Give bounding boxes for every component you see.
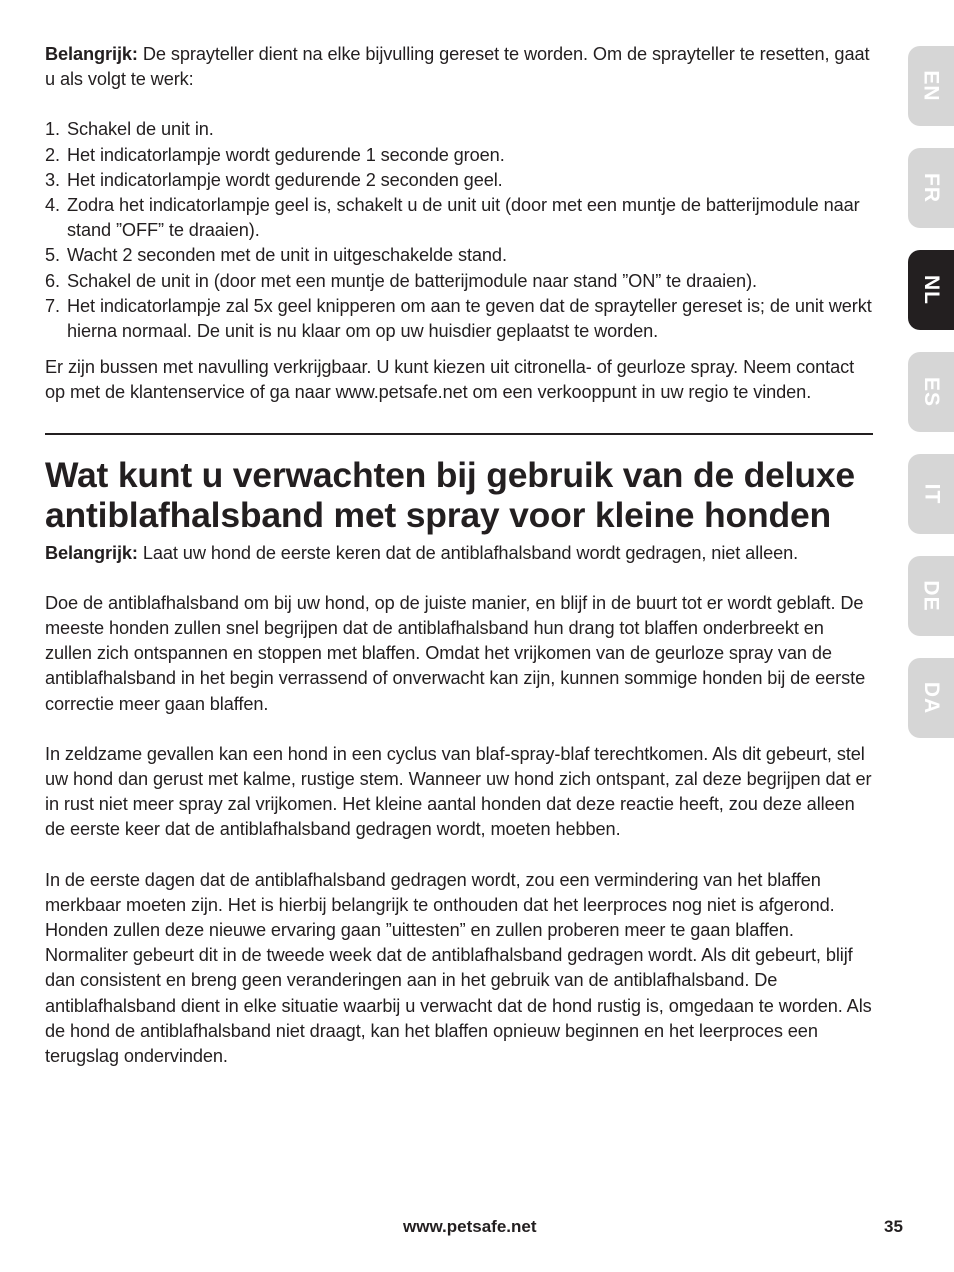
step-text: Het indicatorlampje wordt gedurende 1 seconde groen. bbox=[67, 144, 505, 165]
footer-url[interactable]: www.petsafe.net bbox=[403, 1217, 537, 1236]
tab-label: FR bbox=[920, 173, 943, 203]
list-item bbox=[45, 117, 873, 142]
section-divider bbox=[45, 433, 873, 435]
tab-label: DA bbox=[920, 681, 943, 715]
list-item bbox=[45, 143, 873, 168]
tab-de[interactable] bbox=[908, 556, 954, 636]
list-item bbox=[45, 269, 873, 294]
body-paragraph: In zeldzame gevallen kan een hond in een cyclus van blaf-spray-blaf terechtkomen. Als dit gebeurt, stel uw hond dan gerust met kalme, rustige stem. Wanneer uw hond zich ontspant, zal deze begrijpen dat er in rust niet meer spray zal vrijkomen. Het kleine aantal honden dat deze reactie heeft, zou deze alleen de eerste keer dat de antiblafhalsband gedragen wordt, moeten hebben. bbox=[45, 743, 872, 840]
tab-label: DE bbox=[920, 580, 943, 612]
step-number: 3. bbox=[45, 169, 60, 190]
step-text: Het indicatorlampje zal 5x geel knipperen om aan te geven dat de sprayteller gereset is; de unit werkt hierna normaal. De unit is nu klaar om op uw huisdier geplaatst te worden. bbox=[67, 295, 872, 342]
tab-label: ES bbox=[919, 376, 943, 408]
list-item bbox=[45, 168, 873, 193]
important-label: Belangrijk: bbox=[45, 542, 138, 563]
intro-label: Belangrijk: bbox=[45, 44, 138, 64]
tab-it[interactable] bbox=[908, 454, 954, 534]
step-text: Schakel de unit in (door met een muntje de batterijmodule naar stand ”ON” te draaien). bbox=[67, 270, 757, 291]
step-text: Zodra het indicatorlampje geel is, schakelt u de unit uit (door met een muntje de batterijmodule naar stand ”OFF” te draaien). bbox=[67, 195, 860, 241]
body-paragraph: In de eerste dagen dat de antiblafhalsband gedragen wordt, zou een vermindering van het blaffen merkbaar moeten zijn. Het is hierbij belangrijk te onthouden dat het leerproces nog niet is afgerond. Honden zullen deze nieuwe ervaring gaan ”uittesten” en zullen proberen meer te gaan blaffen. Normaliter gebeurt dit in de tweede week dat de antiblafhalsband gedragen wordt. Als dit gebeurt, blijf dan consistent en breng geen veranderingen aan in het gebruik van de antiblafhalsband. De antiblafhalsband dient in elke situatie waarbij u verwacht dat de hond rustig is, omgedaan te worden. Als de hond de antiblafhalsband niet draagt, kan het blaffen opnieuw beginnen en het leerproces een terugslag ondervinden. bbox=[45, 869, 872, 1067]
tab-da[interactable] bbox=[908, 658, 954, 738]
step-number: 1. bbox=[45, 119, 60, 140]
page-content bbox=[45, 42, 873, 1069]
refill-paragraph: Er zijn bussen met navulling verkrijgbaar. U kunt kiezen uit citronella- of geurloze spray. Neem contact op met de klantenservice of ga naar www.petsafe.net om een verkooppunt in uw regio te vinden. bbox=[45, 357, 855, 403]
tab-label: NL bbox=[920, 275, 943, 305]
step-number: 6. bbox=[45, 270, 60, 291]
step-text: Wacht 2 seconden met de unit in uitgeschakelde stand. bbox=[67, 245, 507, 266]
step-number: 5. bbox=[45, 245, 60, 266]
list-item bbox=[45, 294, 873, 344]
tab-fr[interactable] bbox=[908, 148, 954, 228]
intro-paragraph bbox=[45, 42, 873, 92]
tab-label: EN bbox=[920, 70, 943, 102]
section-heading: Wat kunt u verwachten bij gebruik van de deluxe antiblafhalsband met spray voor kleine honden bbox=[45, 454, 855, 535]
tab-es[interactable] bbox=[908, 352, 954, 432]
body-paragraph: Doe de antiblafhalsband om bij uw hond, op de juiste manier, en blijf in de buurt tot er wordt geblaft. De meeste honden zullen snel begrijpen dat de antiblafhalsband hun drang tot blaffen onderbreekt en zullen zich ontspannen en stoppen met blaffen. Omdat het vrijkomen van de geurloze spray van de antiblafhalsband in het begin verrassend of onverwacht kan zijn, kunnen sommige honden bij de eerste correctie meer gaan blaffen. bbox=[45, 592, 866, 714]
list-item bbox=[45, 193, 873, 243]
list-item bbox=[45, 243, 873, 268]
important-text: Laat uw hond de eerste keren dat de antiblafhalsband wordt gedragen, niet alleen. bbox=[137, 542, 799, 563]
tab-nl[interactable] bbox=[908, 250, 954, 330]
step-text: Schakel de unit in. bbox=[67, 119, 214, 140]
language-tabs bbox=[908, 0, 954, 1272]
step-number: 7. bbox=[45, 295, 60, 316]
step-number: 2. bbox=[45, 144, 60, 165]
tab-label: IT bbox=[919, 483, 943, 505]
page-number: 35 bbox=[884, 1217, 903, 1236]
intro-text: De sprayteller dient na elke bijvulling gereset te worden. Om de sprayteller te resetten, gaat u als volgt te werk: bbox=[45, 44, 870, 90]
important-paragraph bbox=[45, 541, 873, 566]
tab-en[interactable] bbox=[908, 46, 954, 126]
step-number: 4. bbox=[45, 195, 60, 216]
reset-steps-list bbox=[45, 117, 873, 344]
step-text: Het indicatorlampje wordt gedurende 2 seconden geel. bbox=[67, 169, 503, 190]
